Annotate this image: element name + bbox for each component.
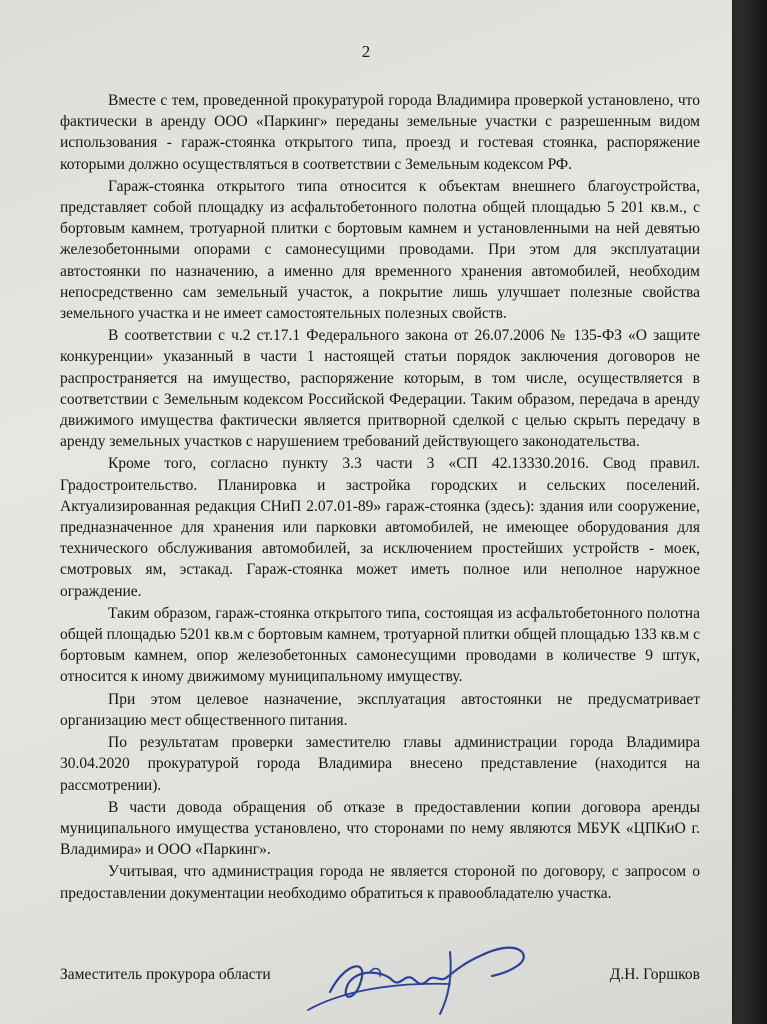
paragraph: Вместе с тем, проведенной прокуратурой города Владимира проверкой установлено, что фактически в аренду ООО «Паркинг» переданы земельные участки с разрешенным видом использования - гараж-стоянка открытого типа, проезд и гостевая стоянка, распоряжение которыми должно осуществляться в соответствии с Земельным кодексом РФ. bbox=[60, 92, 700, 173]
document-body bbox=[60, 90, 700, 905]
signature-block bbox=[60, 966, 700, 990]
paragraph: Гараж-стоянка открытого типа относится к объектам внешнего благоустройства, представляет собой площадку из асфальтобетонного полотна общей площадью 5 201 кв.м., с бортовым камнем, тротуарной плитки с бортовым камнем и установленными на ней девятью железобетонными опорами с самонесущими проводами. При этом для эксплуатации автостоянки по назначению, а именно для временного хранения автомобилей, необходим непосредственно сам земельный участок, а покрытие лишь улучшает полезные свойства земельного участка и не имеет самостоятельных полезных свойств. bbox=[60, 177, 700, 323]
signer-name: Д.Н. Горшков bbox=[609, 966, 700, 983]
paragraph: Таким образом, гараж-стоянка открытого типа, состоящая из асфальтобетонного полотна общей площадью 5201 кв.м с бортовым камнем, тротуарной плитки общей площадью 133 кв.м с бортовым камнем, опор железобетонных самонесущими проводами в количестве 9 штук, относится к иному движимому муниципальному имуществу. bbox=[60, 604, 700, 686]
paragraph: По результатам проверки заместителю главы администрации города Владимира 30.04.2020 прокуратурой города Владимира внесено представление (находится на рассмотрении). bbox=[60, 734, 700, 794]
paragraph: Учитывая, что администрация города не является стороной по договору, с запросом о предоставлении документации необходимо обратиться к правообладателю участка. bbox=[60, 863, 700, 902]
paragraph: При этом целевое назначение, эксплуатация автостоянки не предусматривает организацию мест общественного питания. bbox=[60, 690, 700, 729]
table-background bbox=[727, 0, 767, 1024]
paragraph: Кроме того, согласно пункту 3.3 части 3 «СП 42.13330.2016. Свод правил. Градостроительство. Планировка и застройка городских и сельских поселений. Актуализированная редакция СНиП 2.07.01-89» гараж-стоянка (здесь): здания или сооружение, предназначенное для хранения или парковки автомобилей, не имеющее оборудования для технического обслуживания автомобилей, за исключением простейших устройств - моек, смотровых ям, эстакад. Гараж-стоянка может иметь полное или неполное наружное ограждение. bbox=[60, 455, 700, 600]
paragraph: В соответствии с ч.2 ст.17.1 Федерального закона от 26.07.2006 № 135-ФЗ «О защите конкуренции» указанный в части 1 настоящей статьи порядок заключения договоров не распространяется на имущество, распоряжение которым, в том числе, осуществляется в соответствии с Земельным кодексом Российской Федерации. Таким образом, передача в аренду движимого имущества фактически является притворной сделкой с целью скрыть передачу в аренду земельных участков с нарушением требований действующего законодательства. bbox=[60, 327, 700, 451]
page-number: 2 bbox=[361, 42, 371, 61]
paragraph: В части довода обращения об отказе в предоставлении копии договора аренды муниципального имущества установлено, что сторонами по нему являются МБУК «ЦПКиО г. Владимира» и ООО «Паркинг». bbox=[60, 798, 700, 859]
signer-title: Заместитель прокурора области bbox=[60, 966, 271, 983]
